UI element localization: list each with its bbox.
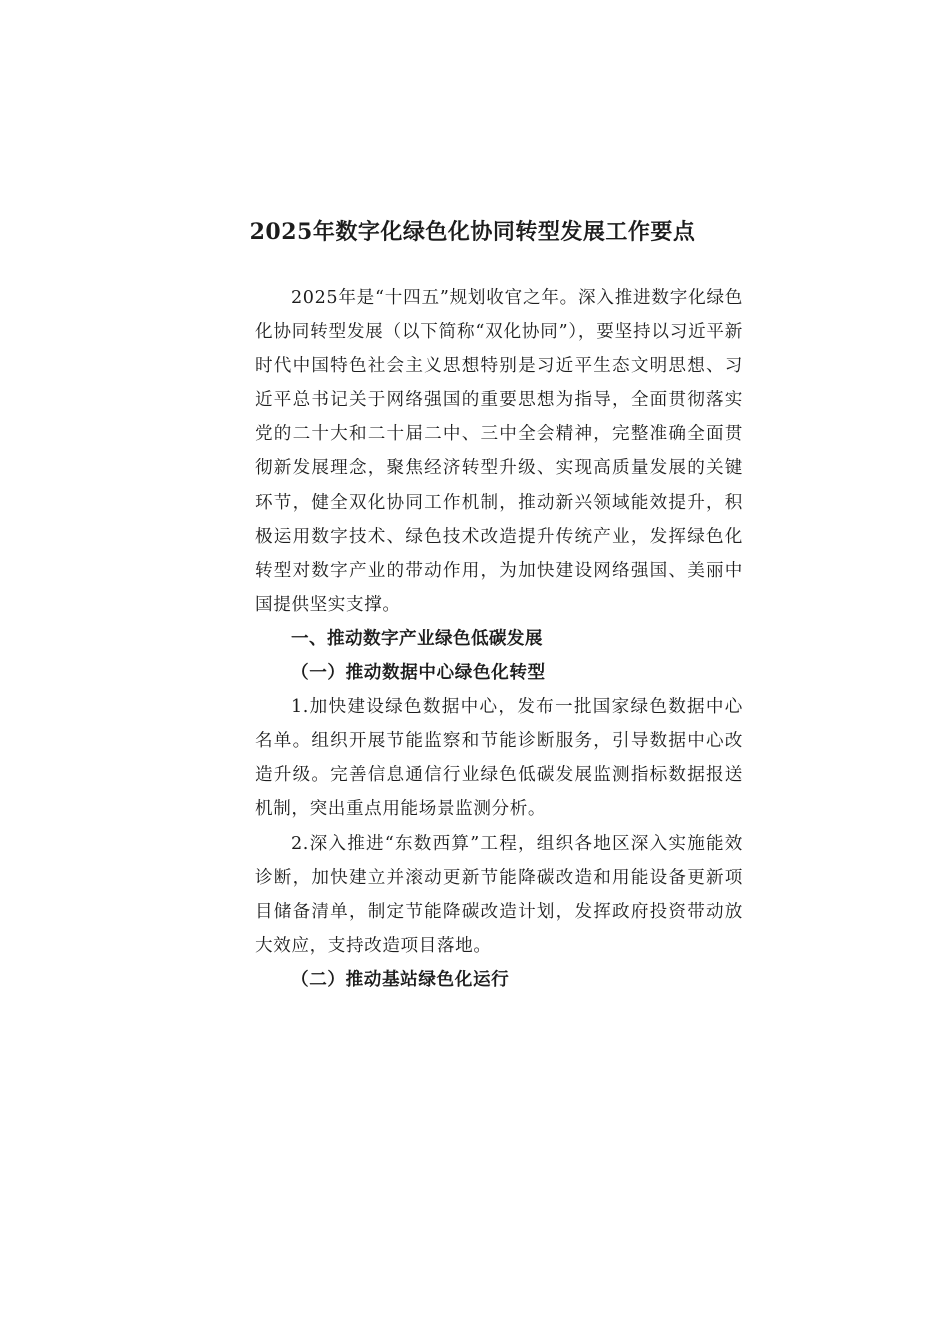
intro-paragraph: 2025年是“十四五”规划收官之年。深入推进数字化绿色化协同转型发展（以下简称“双化协同”），要坚持以习近平新时代中国特色社会主义思想特别是习近平生态文明思想、习近平总书记关于网络强国的重要思想为指导，全面贯彻落实党的二十大和二十届二中、三中全会精神，完整准确全面贯彻新发展理念，聚焦经济转型升级、实现高质量发展的关键环节，健全双化协同工作机制，推动新兴领域能效提升，积极运用数字技术、绿色技术改造提升传统产业，发挥绿色化转型对数字产业的带动作用，为加快建设网络强国、美丽中国提供坚实支撑。	[255, 288, 743, 615]
subsection-1-heading: （一）推动数据中心绿色化转型	[291, 662, 546, 684]
section-1-heading: 一、推动数字产业绿色低碳发展	[291, 628, 543, 649]
item-1-paragraph: 1.加快建设绿色数据中心，发布一批国家绿色数据中心名单。组织开展节能监察和节能诊断服务，引导数据中心改造升级。完善信息通信行业绿色低碳发展监测指标数据报送机制，突出重点用能场景监测分析。	[255, 697, 743, 820]
document-title: 2025年数字化绿色化协同转型发展工作要点	[249, 219, 696, 245]
subsection-2-heading: （二）推动基站绿色化运行	[291, 968, 510, 990]
document-body	[255, 281, 743, 997]
item-2-paragraph: 2.深入推进“东数西算”工程，组织各地区深入实施能效诊断，加快建立并滚动更新节能降碳改造和用能设备更新项目储备清单，制定节能降碳改造计划，发挥政府投资带动放大效应，支持改造项目落地。	[255, 833, 743, 956]
